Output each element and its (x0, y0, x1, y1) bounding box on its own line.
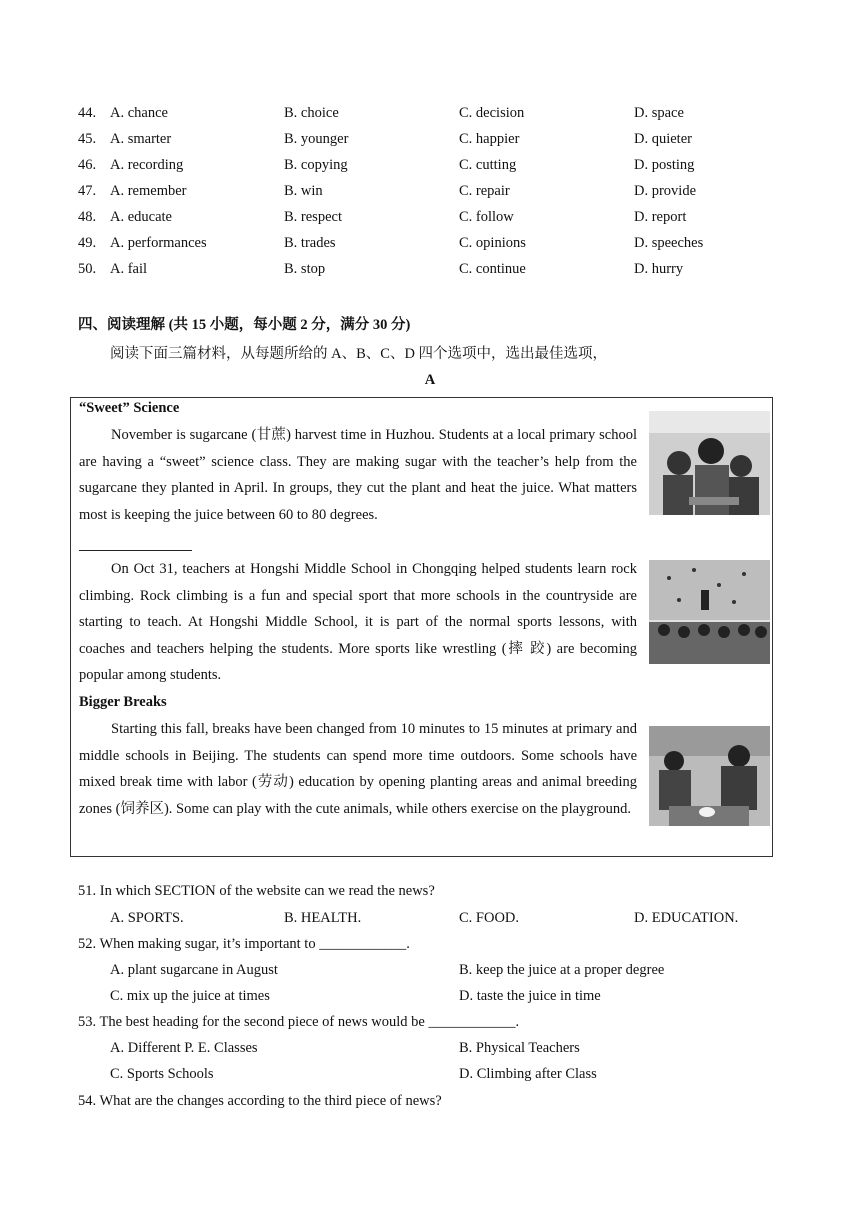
choice-row-47 (78, 181, 790, 201)
option-a: A. performances (110, 235, 207, 251)
option-b: B. trades (284, 235, 336, 251)
q51-option-c: C. FOOD. (459, 910, 520, 926)
q52-option-c: C. mix up the juice at times (110, 988, 270, 1004)
q51-option-a: A. SPORTS. (110, 910, 184, 926)
option-d: D. report (634, 209, 687, 225)
choice-row-48 (78, 207, 790, 227)
option-a: A. smarter (110, 131, 172, 147)
option-d: D. provide (634, 183, 697, 199)
option-c: C. cutting (459, 157, 517, 173)
sugarcane-class-photo (649, 411, 770, 515)
option-b: B. copying (284, 157, 348, 173)
rock-climbing-photo (649, 560, 770, 664)
news-title-bigger-breaks: Bigger Breaks (79, 694, 167, 710)
option-d: D. quieter (634, 131, 692, 147)
news-paragraph-3: Starting this fall, breaks have been changed from 10 minutes to 15 minutes at primary and middle schools in Beijing. The students can spend more time outdoors. Some schools have mixed break time with labor (劳动) education by opening planting areas and animal breeding zones (饲养区). Some can play with the cute animals, while others exercise on the playground. (79, 721, 637, 817)
question-number: 48. (78, 209, 97, 225)
option-d: D. speeches (634, 235, 704, 251)
q51-option-b: B. HEALTH. (284, 910, 362, 926)
section-heading: 四、阅读理解 (共 15 小题，每小题 2 分，满分 30 分) (78, 317, 411, 333)
choice-row-46 (78, 155, 790, 175)
question-51: 51. In which SECTION of the website can we read the news? (78, 883, 435, 899)
q52-option-b: B. keep the juice at a proper degree (459, 962, 665, 978)
option-c: C. opinions (459, 235, 526, 251)
section-instruction: 阅读下面三篇材料，从每题所给的 A、B、C、D 四个选项中，选出最佳选项， (110, 346, 608, 362)
news-title-sweet-science: “Sweet” Science (79, 400, 180, 416)
news-box (70, 397, 773, 857)
question-number: 44. (78, 105, 97, 121)
news-separator (79, 550, 192, 551)
option-b: B. respect (284, 209, 342, 225)
choice-row-49 (78, 233, 790, 253)
option-a: A. remember (110, 183, 187, 199)
option-c: C. decision (459, 105, 525, 121)
option-a: A. fail (110, 261, 148, 277)
q52-option-a: A. plant sugarcane in August (110, 962, 278, 978)
question-number: 50. (78, 261, 97, 277)
q53-option-b: B. Physical Teachers (459, 1040, 580, 1056)
option-c: C. follow (459, 209, 514, 225)
part-label: A (424, 372, 436, 388)
news-paragraph-1: November is sugarcane (甘蔗) harvest time in Huzhou. Students at a local primary school are having a “sweet” science class. They are making sugar with the teacher’s help from the sugarcane they planted in April. In groups, they cut the plant and heat the juice. What matters most is keeping the juice between 60 to 80 degrees. (79, 427, 637, 523)
option-b: B. win (284, 183, 323, 199)
option-c: C. repair (459, 183, 510, 199)
q53-option-a: A. Different P. E. Classes (110, 1040, 258, 1056)
question-number: 47. (78, 183, 97, 199)
option-a: A. recording (110, 157, 184, 173)
q52-option-d: D. taste the juice in time (459, 988, 601, 1004)
question-number: 45. (78, 131, 97, 147)
option-c: C. happier (459, 131, 520, 147)
option-a: A. educate (110, 209, 172, 225)
news-paragraph-2: On Oct 31, teachers at Hongshi Middle School in Chongqing helped students learn rock climbing. Rock climbing is a fun and special sport that more schools in the countryside are starting to teach. At Hongshi Middle School, it is part of the normal sports lessons, with coaches and teachers helping the students. More sports like wrestling (摔 跤) are becoming popular among students. (79, 561, 637, 683)
option-b: B. choice (284, 105, 339, 121)
question-number: 46. (78, 157, 97, 173)
option-c: C. continue (459, 261, 526, 277)
choice-row-44 (78, 103, 790, 123)
choice-row-50 (78, 259, 790, 279)
q53-option-c: C. Sports Schools (110, 1066, 214, 1082)
question-52: 52. When making sugar, it’s important to ____________. (78, 936, 410, 952)
option-b: B. stop (284, 261, 326, 277)
question-number: 49. (78, 235, 97, 251)
option-a: A. chance (110, 105, 168, 121)
option-d: D. posting (634, 157, 695, 173)
choice-row-45 (78, 129, 790, 149)
break-time-animals-photo (649, 726, 770, 826)
question-54: 54. What are the changes according to the third piece of news? (78, 1093, 442, 1109)
option-d: D. space (634, 105, 684, 121)
q53-option-d: D. Climbing after Class (459, 1066, 597, 1082)
option-b: B. younger (284, 131, 349, 147)
question-53: 53. The best heading for the second piece of news would be ____________. (78, 1014, 520, 1030)
option-d: D. hurry (634, 261, 684, 277)
q51-option-d: D. EDUCATION. (634, 910, 739, 926)
